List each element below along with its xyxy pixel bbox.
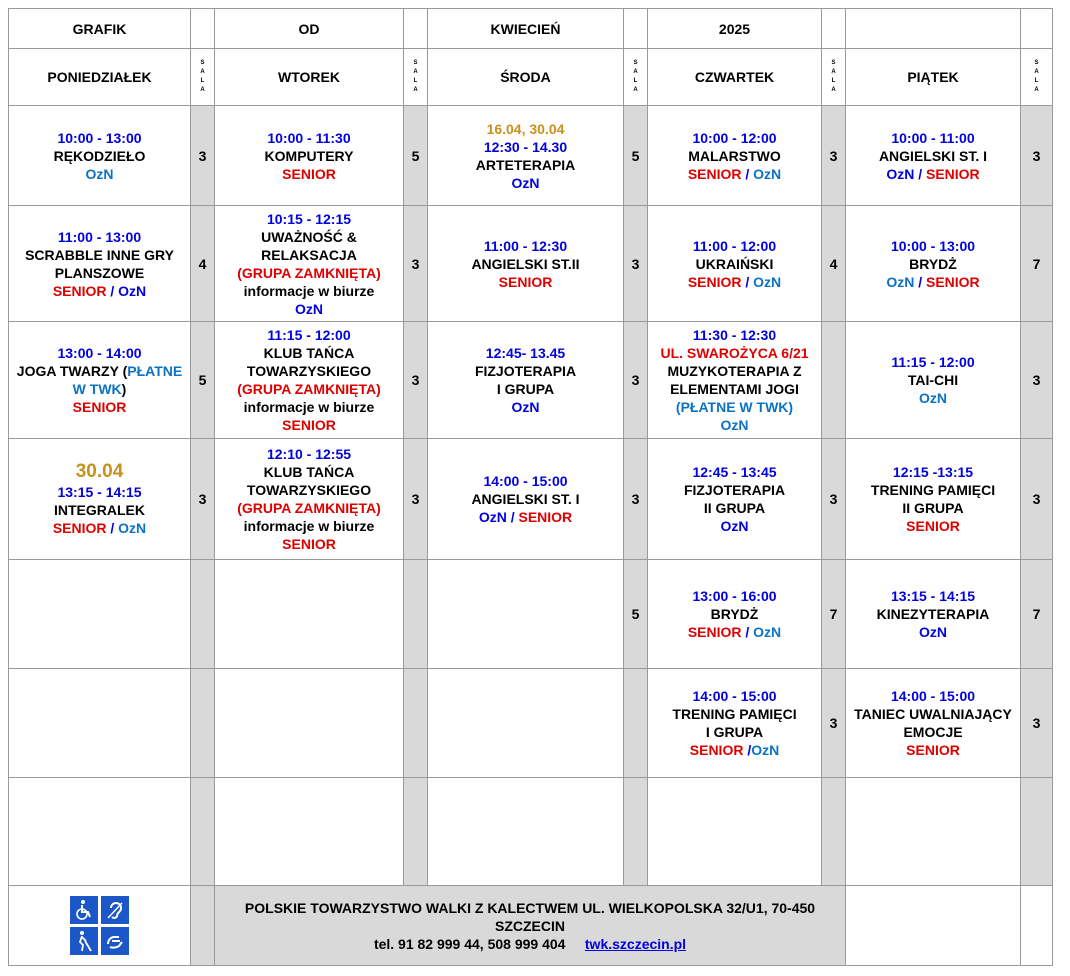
activity-line: 11:15 - 12:00 <box>267 327 351 343</box>
activity-line: 12:30 - 14.30 <box>483 138 568 155</box>
activity-line: TANIEC UWALNIAJĄCY <box>854 706 1012 722</box>
activity-line: 13:00 - 14:00 <box>57 345 142 361</box>
activity-line <box>9 380 190 398</box>
hearing-icon <box>101 896 129 924</box>
activity-cell <box>648 206 822 322</box>
activity-cell <box>846 560 1021 669</box>
activity-line: SENIOR <box>282 165 336 182</box>
activity-line: OzN <box>511 174 540 191</box>
sala-letter: A <box>1034 69 1039 75</box>
activity-line: BRYDŻ <box>710 606 759 622</box>
activity-line: SENIOR <box>282 417 336 433</box>
audience-tag: JOGA TWARZY ( <box>16 363 128 379</box>
room-number: 3 <box>624 439 648 560</box>
blank-cell <box>846 886 1021 966</box>
sala-letter: A <box>413 69 418 75</box>
activity-line: OzN <box>919 390 947 406</box>
sala-header <box>1021 49 1053 106</box>
activity-line: RĘKODZIEŁO <box>53 147 146 164</box>
audience-tag: / <box>741 624 754 640</box>
activity-cell <box>648 669 822 778</box>
audience-tag: OzN <box>753 165 782 182</box>
activity-line: 16.04, 30.04 <box>486 120 565 137</box>
activity-line: (GRUPA ZAMKNIĘTA) <box>237 500 381 516</box>
sala-header <box>404 49 428 106</box>
activity-line: 14:00 - 15:00 <box>692 688 777 704</box>
activity-line: KOMPUTERY <box>264 147 354 164</box>
activity-cell <box>648 322 822 439</box>
room-number: 7 <box>1021 206 1053 322</box>
sala-letter: L <box>200 78 205 84</box>
activity-line: OzN <box>720 417 749 433</box>
room-number: 3 <box>1021 669 1053 778</box>
activity-line: UL. SWAROŻYCA 6/21 <box>660 345 809 361</box>
activity-cell <box>846 322 1021 439</box>
activity-line: 10:00 - 11:00 <box>891 129 975 146</box>
day-header: CZWARTEK <box>648 49 822 106</box>
activity-line: MUZYKOTERAPIA Z <box>667 363 802 379</box>
activity-line: PLANSZOWE <box>54 264 145 281</box>
activity-cell <box>846 669 1021 778</box>
activity-cell <box>428 439 624 560</box>
activity-line: ARTETERAPIA <box>475 156 576 173</box>
sala-letter: S <box>200 60 205 66</box>
activity-line: ANGIELSKI ST. I <box>471 491 580 507</box>
blank-cell <box>404 9 428 49</box>
activity-line: MALARSTWO <box>688 147 781 164</box>
audience-tag: / <box>914 165 926 182</box>
month-label: KWIECIEŃ <box>428 9 624 49</box>
audience-tag: SENIOR <box>687 165 742 182</box>
page-title: GRAFIK <box>9 9 191 49</box>
audience-tag: / <box>106 520 119 536</box>
day-header: WTOREK <box>215 49 404 106</box>
audience-tag: / <box>741 165 754 182</box>
activity-cell <box>846 439 1021 560</box>
activity-cell <box>9 322 191 439</box>
activity-cell <box>215 439 404 560</box>
activity-line: 30.04 <box>75 461 124 482</box>
activity-cell <box>428 669 624 778</box>
audience-tag: PŁATNE <box>127 363 183 379</box>
room-number: 7 <box>1021 560 1053 669</box>
activity-line <box>648 165 821 183</box>
activity-cell <box>428 106 624 206</box>
room-number: 5 <box>624 560 648 669</box>
footer-row <box>9 886 1053 966</box>
room-number: 3 <box>822 439 846 560</box>
audience-tag: SENIOR <box>687 273 742 290</box>
activity-line: 11:00 - 13:00 <box>57 228 142 245</box>
title-row <box>9 9 1053 49</box>
audience-tag: SENIOR <box>52 282 107 299</box>
audience-tag: / <box>914 273 926 290</box>
activity-line: 10:00 - 13:00 <box>57 129 142 146</box>
activity-cell <box>9 669 191 778</box>
sala-letter: L <box>633 78 638 84</box>
blank-cell <box>191 886 215 966</box>
phone-numbers: tel. 91 82 999 44, 508 999 404 <box>373 935 566 952</box>
activity-line: 12:45- 13.45 <box>485 345 566 361</box>
activity-line: TRENING PAMIĘCI <box>870 482 996 498</box>
activity-line: UWAŻNOŚĆ & <box>261 228 357 245</box>
activity-line: 10:00 - 11:30 <box>267 129 351 146</box>
activity-line: UKRAIŃSKI <box>695 255 774 272</box>
blank-cell <box>846 9 1021 49</box>
activity-cell <box>9 778 191 886</box>
sala-header <box>624 49 648 106</box>
blank-cell <box>624 9 648 49</box>
activity-cell <box>846 778 1021 886</box>
activity-line <box>9 362 190 380</box>
activity-cell <box>9 439 191 560</box>
sala-header <box>191 49 215 106</box>
activity-line <box>428 508 623 526</box>
activity-line: FIZJOTERAPIA <box>474 363 577 379</box>
sala-vertical-label <box>191 59 214 95</box>
audience-tag: OzN <box>85 165 114 182</box>
audience-tag: ) <box>121 381 127 397</box>
activity-line: FIZJOTERAPIA <box>683 482 786 498</box>
activity-line <box>9 519 190 537</box>
room-number: 3 <box>624 206 648 322</box>
accessibility-icons-cell <box>9 886 191 966</box>
room-number <box>822 778 846 886</box>
activity-line: I GRUPA <box>705 724 764 740</box>
sala-letter: A <box>200 69 205 75</box>
sala-letter: A <box>1034 87 1039 93</box>
room-number: 5 <box>191 322 215 439</box>
audience-tag: / <box>743 742 752 758</box>
room-number: 5 <box>624 106 648 206</box>
room-number <box>822 322 846 439</box>
audience-tag: SENIOR <box>52 520 107 536</box>
audience-tag: SENIOR <box>689 742 744 758</box>
sala-letter: L <box>1034 78 1039 84</box>
schedule-row <box>9 206 1053 322</box>
room-number <box>191 669 215 778</box>
room-number <box>1021 778 1053 886</box>
activity-line: SCRABBLE INNE GRY <box>25 246 174 263</box>
activity-line: 11:15 - 12:00 <box>891 354 975 370</box>
schedule-row <box>9 322 1053 439</box>
contact-line <box>215 935 845 953</box>
sala-vertical-label <box>1021 59 1052 95</box>
room-number: 4 <box>822 206 846 322</box>
activity-line <box>648 623 821 641</box>
activity-line: 13:15 - 14:15 <box>57 484 142 500</box>
activity-line: I GRUPA <box>496 381 555 397</box>
activity-line: 10:00 - 13:00 <box>890 237 976 254</box>
sala-letter: A <box>831 87 836 93</box>
activity-cell <box>648 106 822 206</box>
day-header: PONIEDZIAŁEK <box>9 49 191 106</box>
activity-line: 11:30 - 12:30 <box>692 327 777 343</box>
room-number: 3 <box>822 669 846 778</box>
blank-cell <box>1021 886 1053 966</box>
activity-line: SENIOR <box>906 518 960 534</box>
activity-line: BRYDŻ <box>909 255 957 272</box>
activity-cell <box>846 206 1021 322</box>
activity-line: KLUB TAŃCA <box>263 345 355 361</box>
sala-vertical-label <box>822 59 845 95</box>
activity-line: 11:00 - 12:30 <box>483 237 568 254</box>
audience-tag: OzN <box>886 165 915 182</box>
schedule-row <box>9 439 1053 560</box>
sala-letter: S <box>1034 60 1039 66</box>
audience-tag: SENIOR <box>925 165 980 182</box>
sala-letter: A <box>831 69 836 75</box>
sala-letter: L <box>413 78 418 84</box>
activity-line: informacje w biurze <box>243 399 375 415</box>
audience-tag: SENIOR <box>687 624 742 640</box>
activity-cell <box>215 322 404 439</box>
activity-line: (PŁATNE W TWK) <box>675 399 794 415</box>
activity-line: TOWARZYSKIEGO <box>246 482 372 498</box>
room-number <box>404 560 428 669</box>
sala-letter: S <box>633 60 638 66</box>
activity-line: OzN <box>919 624 947 640</box>
activity-line: 10:00 - 12:00 <box>692 129 777 146</box>
activity-cell <box>428 778 624 886</box>
activity-line <box>846 165 1020 183</box>
room-number: 3 <box>822 106 846 206</box>
activity-cell <box>428 206 624 322</box>
audience-tag: SENIOR <box>518 509 573 525</box>
activity-line <box>846 273 1020 291</box>
activity-line: 13:15 - 14:15 <box>890 588 976 604</box>
activity-line: KLUB TAŃCA <box>263 464 355 480</box>
day-header: ŚRODA <box>428 49 624 106</box>
schedule-body <box>9 106 1053 886</box>
activity-cell <box>648 560 822 669</box>
schedule-row <box>9 106 1053 206</box>
org-address: POLSKIE TOWARZYSTWO WALKI Z KALECTWEM UL. WIELKOPOLSKA 32/U1, 70-450 SZCZECIN <box>244 899 816 934</box>
activity-cell <box>648 439 822 560</box>
audience-tag: OzN <box>118 520 147 536</box>
audience-tag: OzN <box>886 273 915 290</box>
sala-letter: S <box>413 60 418 66</box>
activity-line: OzN <box>295 300 323 317</box>
wheelchair-icon <box>70 896 98 924</box>
room-number: 3 <box>1021 439 1053 560</box>
room-number <box>624 778 648 886</box>
room-number: 3 <box>404 322 428 439</box>
sala-letter: A <box>633 69 638 75</box>
activity-cell <box>215 206 404 322</box>
activity-line <box>9 282 190 300</box>
activity-line: EMOCJE <box>903 724 963 740</box>
room-number: 3 <box>404 206 428 322</box>
room-number: 5 <box>404 106 428 206</box>
room-number: 4 <box>191 206 215 322</box>
year-label: 2025 <box>648 9 822 49</box>
room-number: 3 <box>404 439 428 560</box>
activity-line: 14:00 - 15:00 <box>483 473 568 489</box>
activity-line: 14:00 - 15:00 <box>890 688 976 704</box>
activity-line: SENIOR <box>498 273 553 290</box>
activity-line: ANGIELSKI ST.II <box>471 255 580 272</box>
activity-line: 11:00 - 12:00 <box>692 237 777 254</box>
od-label: OD <box>215 9 404 49</box>
activity-line <box>9 165 190 183</box>
sala-header <box>822 49 846 106</box>
audience-tag: OzN <box>753 624 782 640</box>
activity-line: 13:00 - 16:00 <box>692 588 777 604</box>
day-header-row <box>9 49 1053 106</box>
sala-letter: A <box>200 87 205 93</box>
activity-line: 10:15 - 12:15 <box>266 210 352 227</box>
footer-info <box>215 886 846 966</box>
room-number <box>624 669 648 778</box>
website-link[interactable]: twk.szczecin.pl <box>584 935 687 952</box>
activity-line: ANGIELSKI ST. I <box>878 147 988 164</box>
activity-line: OzN <box>511 399 540 415</box>
room-number <box>404 669 428 778</box>
activity-cell <box>215 669 404 778</box>
activity-line: RELAKSACJA <box>261 246 357 263</box>
activity-cell <box>648 778 822 886</box>
room-number: 3 <box>624 322 648 439</box>
activity-cell <box>9 106 191 206</box>
room-number <box>191 778 215 886</box>
room-number: 3 <box>1021 322 1053 439</box>
activity-line: INTEGRALEK <box>54 502 145 518</box>
activity-line: KINEZYTERAPIA <box>876 606 990 622</box>
sala-vertical-label <box>624 59 647 95</box>
blank-cell <box>822 9 846 49</box>
schedule-row <box>9 669 1053 778</box>
audience-tag: OzN <box>751 742 780 758</box>
activity-line: 12:15 -13:15 <box>892 464 974 480</box>
sala-letter: A <box>633 87 638 93</box>
activity-line: OzN <box>720 518 749 534</box>
activity-line: SENIOR <box>906 742 960 758</box>
activity-cell <box>9 560 191 669</box>
activity-line: ELEMENTAMI JOGI <box>670 381 799 397</box>
blank-cell <box>191 9 215 49</box>
schedule-row <box>9 778 1053 886</box>
room-number: 7 <box>822 560 846 669</box>
activity-line: TRENING PAMIĘCI <box>672 706 797 722</box>
schedule-table <box>8 8 1053 966</box>
activity-line: 12:45 - 13:45 <box>692 464 777 480</box>
audience-tag: OzN <box>478 509 507 525</box>
accessibility-icons <box>70 896 129 955</box>
activity-line <box>648 741 821 759</box>
activity-line: 12:10 - 12:55 <box>266 446 352 462</box>
room-number <box>404 778 428 886</box>
activity-line: SENIOR <box>282 536 336 552</box>
activity-line: TOWARZYSKIEGO <box>246 363 372 379</box>
sala-letter: A <box>413 87 418 93</box>
activity-line: informacje w biurze <box>243 282 375 299</box>
activity-line: II GRUPA <box>902 500 964 516</box>
activity-line: SENIOR <box>72 399 127 415</box>
sala-letter: L <box>831 78 836 84</box>
activity-cell <box>215 106 404 206</box>
audience-tag: / <box>106 282 119 299</box>
blind-walker-icon <box>70 927 98 955</box>
day-header: PIĄTEK <box>846 49 1021 106</box>
activity-cell <box>428 322 624 439</box>
audience-tag: OzN <box>118 282 147 299</box>
audience-tag: / <box>741 273 754 290</box>
activity-cell <box>846 106 1021 206</box>
activity-cell <box>215 778 404 886</box>
activity-line: II GRUPA <box>703 500 766 516</box>
audience-tag: SENIOR <box>925 273 980 290</box>
activity-cell <box>428 560 624 669</box>
audience-tag: / <box>506 509 519 525</box>
activity-cell <box>9 206 191 322</box>
audience-tag: OzN <box>753 273 782 290</box>
blank-cell <box>1021 9 1053 49</box>
room-number <box>191 560 215 669</box>
activity-line: (GRUPA ZAMKNIĘTA) <box>237 264 381 281</box>
room-number: 3 <box>1021 106 1053 206</box>
room-number: 3 <box>191 439 215 560</box>
sala-letter: S <box>831 60 836 66</box>
sala-vertical-label <box>404 59 427 95</box>
schedule-row <box>9 560 1053 669</box>
activity-line: informacje w biurze <box>243 518 375 534</box>
activity-line: TAI-CHI <box>907 372 959 388</box>
room-number: 3 <box>191 106 215 206</box>
audience-tag: W TWK <box>72 381 122 397</box>
activity-cell <box>215 560 404 669</box>
sign-language-icon <box>101 927 129 955</box>
activity-line <box>648 273 821 291</box>
activity-line: (GRUPA ZAMKNIĘTA) <box>237 381 381 397</box>
